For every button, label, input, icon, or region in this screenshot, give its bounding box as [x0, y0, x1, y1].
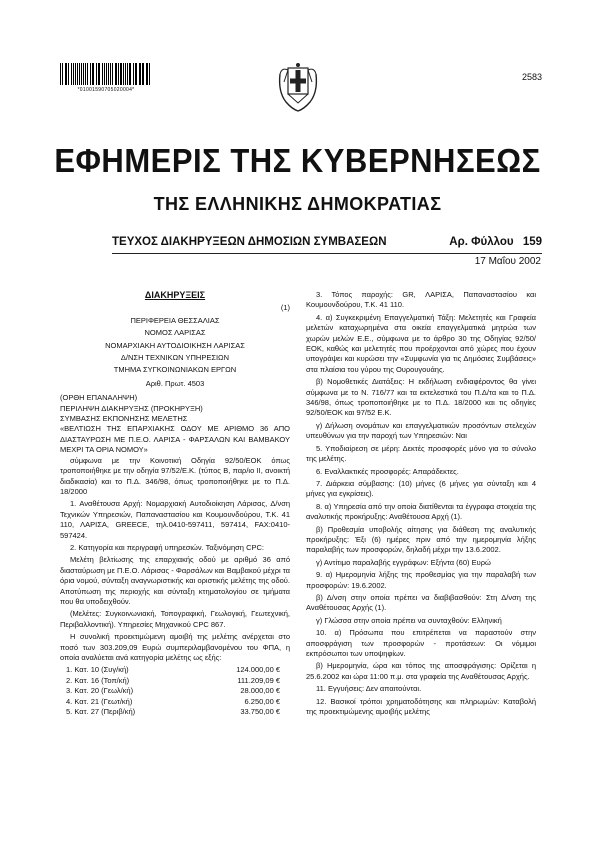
barcode-bar — [142, 63, 143, 85]
paragraph: β) Προθεσμία υποβολής αίτησης για διάθεση της αναλυτικής προκήρυξης: Έξι (6) ημέρες πριν από την ημερομηνία λήξης παραλαβής των προσφορών, δηλαδή μέχρι την 13.6.2002. — [306, 524, 536, 555]
page-number: 2583 — [521, 72, 542, 82]
barcode-bar — [85, 63, 87, 85]
barcode-bar — [115, 63, 116, 85]
hellenic-coat-of-arms-icon — [276, 62, 320, 112]
right-column — [306, 290, 536, 719]
barcode-bar — [123, 63, 124, 85]
authority-block — [60, 316, 290, 376]
barcode-bar — [146, 63, 147, 85]
barcode-bar — [110, 63, 111, 85]
left-column — [60, 290, 290, 717]
barcode-bar — [133, 63, 134, 85]
barcode-bar — [112, 63, 113, 85]
price-row — [60, 697, 290, 707]
paragraph: 9. α) Ημερομηνία λήξης της προθεσμίας για την παραλαβή των προσφορών: 19.6.2002. — [306, 570, 536, 590]
barcode-bar — [68, 63, 69, 85]
barcode-bar — [90, 63, 91, 85]
barcode-bar — [102, 63, 104, 85]
notice-head-line: ΣΥΜΒΑΣΗΣ ΕΚΠΟΝΗΣΗΣ ΜΕΛΕΤΗΣ — [60, 414, 188, 424]
barcode-bar — [92, 63, 93, 85]
sheet-number: 159 — [522, 236, 542, 248]
section-heading: ΔΙΑΚΗΡΥΞΕΙΣ — [144, 290, 206, 300]
paragraph: 4. α) Συγκεκριμένη Επαγγελματική Τάξη: Μελετητές και Γραφεία μελετών καταχωρημένα στα οικεία επαγγελματικά μητρώα των χωρών μελών Ε.Ε., σύμφωνα με το άρθρο 30 της Οδηγίας 92/50/ΕΟΚ, καθώς και μελετητές που προέρχονται από χώρες που έχουν υπογράψει και κυρώσει την «Συμφωνία για τις Δημόσιες Συμβάσεις» στα πλαίσια του γύρου της Ουρουγουάης. — [306, 312, 536, 374]
authority-line: ΠΕΡΙΦΕΡΕΙΑ ΘΕΣΣΑΛΙΑΣ — [130, 315, 220, 325]
price-category: 4. Κατ. 21 (Γεωτ/κή) — [66, 696, 133, 706]
paragraph: 10. α) Πρόσωπα που επιτρέπεται να παραστούν στην αποσφράγιση των προσφορών - προτάσεων: Οι νόμιμοι εκπρόσωποι των υποψηφίων. — [306, 628, 536, 658]
barcode-bar — [130, 63, 131, 85]
barcode-bar — [120, 63, 122, 85]
paragraph: Μελέτη βελτίωσης της επαρχιακής οδού με αριθμό 36 από διασταύρωση με Π.Ε.Ο. Λάρισας - Φαρσάλων και Βαμβακού μέχρι τα όρια νομού, σύνταξη αναγνωριστικής και οριστικής μελέτης της οδού. Αποτύπωση της περιοχής και σύνταξη κτηματολογίου σε τμήματα που θα υποδειχθούν. — [60, 555, 290, 606]
gazette-title: ΕΦΗΜΕΡΙΣ ΤΗΣ ΚΥΒΕΡΝΗΣΕΩΣ — [54, 141, 541, 180]
barcode-bar — [81, 63, 82, 85]
notice-marker: (1) — [280, 303, 290, 313]
right-paragraphs — [306, 290, 536, 717]
barcode-bar — [139, 63, 141, 85]
paragraph: 8. α) Υπηρεσία από την οποία διατίθενται τα έγγραφα στοιχεία της αναλυτικής προκήρυξης: Αναθέτουσα Αρχή (1). — [306, 501, 536, 522]
left-paragraphs — [60, 456, 290, 664]
price-amount: 28.000,00 € — [240, 686, 280, 696]
paragraph: 1. Αναθέτουσα Αρχή: Νομαρχιακή Αυτοδιοίκηση Λάρισας, Δ/νση Τεχνικών Υπηρεσιών, Παπαναστασίου και Κουμουνδούρου, Τ.Κ. 41 110, ΛΑΡΙΣΑ, GREECE, τηλ.0410-597411, 597414, FAX:0410-597424. — [60, 499, 290, 540]
barcode-bar — [143, 63, 144, 85]
barcode-bar — [79, 63, 80, 85]
barcode-bar — [65, 63, 66, 85]
issue-date: 17 Μαΐου 2002 — [474, 256, 541, 267]
barcode-bar — [106, 63, 107, 85]
paragraph: β) Ημερομηνία, ώρα και τόπος της αποσφράγισης: Ορίζεται η 25.6.2002 και ώρα 11:00 π.μ. στα γραφεία της Αναθέτουσας Αρχής. — [306, 661, 536, 681]
paragraph: 6. Εναλλακτικές προσφορές: Απαράδεκτες. — [316, 466, 459, 476]
authority-line: Δ/ΝΣΗ ΤΕΧΝΙΚΩΝ ΥΠΗΡΕΣΙΩΝ — [120, 353, 230, 363]
notice-head-line: ΠΕΡΙΛΗΨΗ ΔΙΑΚΗΡΥΞΗΣ (ΠΡΟΚΗΡΥΞΗ) — [60, 403, 203, 413]
notice-head — [60, 393, 290, 455]
barcode-bar — [127, 63, 128, 85]
barcode-bar — [93, 63, 94, 85]
price-list — [60, 665, 290, 717]
price-amount: 6.250,00 € — [244, 696, 280, 706]
authority-line: ΝΟΜΑΡΧΙΑΚΗ ΑΥΤΟΔΙΟΙΚΗΣΗ ΛΑΡΙΣΑΣ — [105, 340, 245, 350]
price-row — [60, 665, 290, 675]
barcode-bar — [118, 63, 119, 85]
paragraph: 7. Διάρκεια σύμβασης: (10) μήνες (6 μήνες για σύνταξη και 4 μήνες για εγκρίσεις). — [306, 478, 536, 499]
paragraph: γ) Αντίτιμο παραλαβής εγγράφων: Εξήντα (60) Ευρώ — [316, 557, 491, 567]
notice-head-line: «ΒΕΛΤΙΩΣΗ ΤΗΣ ΕΠΑΡΧΙΑΚΗΣ ΟΔΟΥ ΜΕ ΑΡΙΘΜΟ 36 ΑΠΟ ΔΙΑΣΤΑΥΡΩΣΗ ΜΕ Π.Ε.Ο. ΛΑΡΙΣΑ - ΦΑΡΣΑΛΩΝ ΚΑΙ ΒΑΜΒΑΚΟΥ ΜΕΧΡΙ ΤΑ ΟΡΙΑ ΝΟΜΟΥ» — [60, 424, 290, 455]
sheet-label: Αρ. Φύλλου — [449, 236, 514, 248]
price-row — [60, 707, 290, 717]
barcode-bar — [129, 63, 130, 85]
issue-line — [112, 236, 542, 248]
barcode-number: *01001590705020004* — [77, 87, 135, 93]
price-category: 2. Κατ. 16 (Τοπ/κή) — [66, 675, 130, 685]
issue-sheet — [449, 236, 542, 248]
price-row — [60, 676, 290, 686]
authority-line: ΤΜΗΜΑ ΣΥΓΚΟΙΝΩΝΙΑΚΩΝ ΕΡΓΩΝ — [113, 365, 237, 375]
price-category: 1. Κατ. 10 (Συγ/κή) — [66, 665, 129, 675]
authority-line: ΝΟΜΟΣ ΛΑΡΙΣΑΣ — [144, 328, 206, 338]
barcode-bar — [116, 63, 117, 85]
barcode-bar — [136, 63, 137, 85]
header-rule — [112, 253, 542, 254]
price-amount: 124.000,00 € — [236, 665, 280, 675]
barcode-bar — [96, 63, 97, 85]
paragraph: 2. Κατηγορία και περιγραφή υπηρεσιών. Ταξινόμηση CPC: — [70, 542, 264, 552]
barcode-bar — [149, 63, 150, 85]
paragraph: γ) Δήλωση ονομάτων και επαγγελματικών προσόντων στελεχών υπευθύνων για την παροχή των Υπηρεσιών: Ναι — [306, 420, 536, 441]
barcode-bar — [108, 63, 109, 85]
paragraph: γ) Γλώσσα στην οποία πρέπει να συνταχθούν: Ελληνική — [316, 615, 502, 625]
barcode-bar — [71, 63, 73, 85]
price-category: 3. Κατ. 20 (Γεωλ/κή) — [66, 686, 134, 696]
price-amount: 111.209,09 € — [237, 675, 280, 685]
barcode-bar — [66, 63, 67, 85]
issue-series: ΤΕΥΧΟΣ ΔΙΑΚΗΡΥΞΕΩΝ ΔΗΜΟΣΙΩΝ ΣΥΜΒΑΣΕΩΝ — [112, 236, 387, 248]
price-category: 5. Κατ. 27 (Περιβ/κή) — [66, 707, 136, 717]
barcode-bar — [87, 63, 88, 85]
barcode-bar — [125, 63, 126, 85]
barcode-bar — [60, 63, 61, 85]
barcode-bar — [99, 63, 100, 85]
barcode-bar — [104, 63, 105, 85]
gazette-subtitle: ΤΗΣ ΕΛΛΗΝΙΚΗΣ ΔΗΜΟΚΡΑΤΙΑΣ — [153, 194, 442, 214]
paragraph: σύμφωνα με την Κοινοτική Οδηγία 92/50/ΕΟΚ όπως τροποποιήθηκε με την οδηγία 97/52/Ε.Κ. (τύπος Β, παρ/ιο ΙΙ, ανοικτή διαδικασία) και το Π.Δ. 346/98, όπως τροποποιήθηκε με το Π.Δ. 18/2000 — [60, 455, 290, 496]
barcode — [60, 63, 152, 85]
price-row — [60, 686, 290, 696]
barcode-bar — [77, 63, 78, 85]
barcode-bar — [98, 63, 99, 85]
notice-head-line: (ΟΡΘΗ ΕΠΑΝΑΛΗΨΗ) — [60, 393, 138, 403]
paragraph: 3. Τόπος παροχής: GR, ΛΑΡΙΣΑ, Παπαναστασίου και Κουμουνδούρου, Τ.Κ. 41 110. — [306, 290, 536, 310]
barcode-bar — [73, 63, 74, 85]
paragraph: 5. Υποδιαίρεση σε μέρη: Δεκτές προσφορές μόνο για το σύνολο της μελέτης. — [306, 443, 536, 464]
paragraph: β) Νομοθετικές Διατάξεις: Η εκδήλωση ενδιαφέροντος θα γίνει σύμφωνα με το Ν. 716/77 και τα εκτελεστικά του Π.Δ/τα και το Π.Δ. 346/98, όπως τροποποιήθηκε με το Π.Δ. 18/2000 και τις οδηγίες 92/50/ΕΟΚ και 97/52 Ε.Κ. — [306, 377, 536, 418]
paragraph: (Μελέτες: Συγκοινωνιακή, Τοπογραφική, Γεωλογική, Γεωτεχνική, Περιβαλλοντική). Υπηρεσίες Μηχανικού CPC 867. — [60, 609, 290, 629]
paragraph: Η συνολική προεκτιμώμενη αμοιβή της μελέτης ανέρχεται στο ποσό των 303.209,09 Ευρώ συμπεριλαμβανομένου του ΦΠΑ, η οποία αναλύεται ανά κατηγορία μελέτης ως εξής: — [60, 632, 290, 662]
paragraph: 11. Εγγυήσεις: Δεν απαιτούνται. — [316, 684, 422, 694]
paragraph: β) Δ/νση στην οποία πρέπει να διαβιβασθούν: Στη Δ/νση της Αναθέτουσας Αρχής (1). — [306, 592, 536, 613]
barcode-bar — [135, 63, 136, 85]
barcode-bar — [75, 63, 76, 85]
protocol-number: Αριθ. Πρωτ. 4503 — [145, 378, 205, 388]
barcode-bar — [83, 63, 84, 85]
barcode-bar — [147, 63, 148, 85]
paragraph: 12. Βασικοί τρόποι χρηματοδότησης και πληρωμών: Καταβολή της προεκτιμώμενης αμοιβής μελέτης — [306, 696, 536, 717]
price-amount: 33.750,00 € — [240, 707, 280, 717]
barcode-bar — [62, 63, 63, 85]
